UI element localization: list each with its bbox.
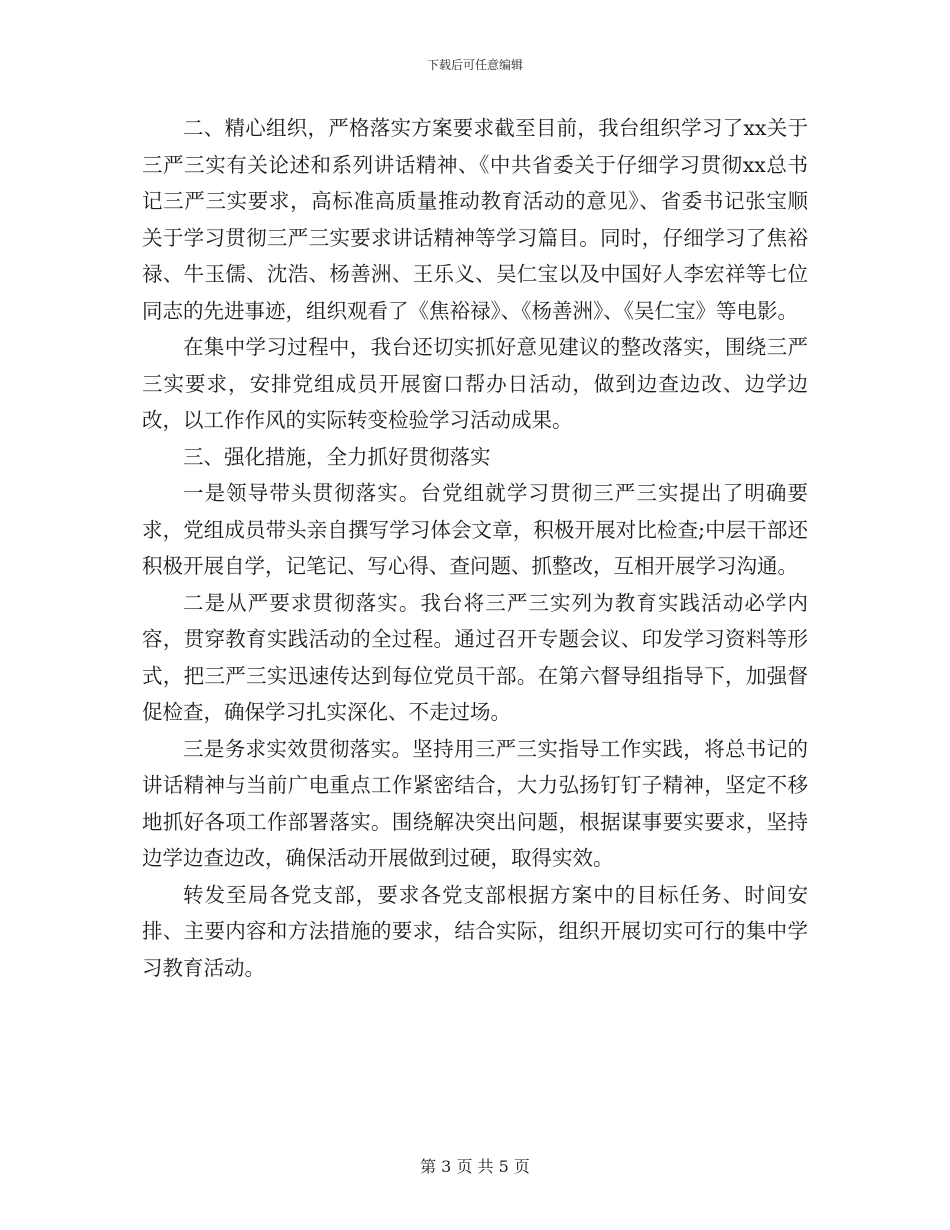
paragraph: 二、精心组织，严格落实方案要求截至目前，我台组织学习了xx关于三严三实有关论述和系列讲话精神、《中共省委关于仔细学习贯彻xx总书记三严三实要求，高标准高质量推动教育活动的意见》、省委书记张宝顺关于学习贯彻三严三实要求讲话精神等学习篇目。同时，仔细学习了焦裕禄、牛玉儒、沈浩、杨善洲、王乐义、吴仁宝以及中国好人李宏祥等七位同志的先进事迹，组织观看了《焦裕禄》、《杨善洲》、《吴仁宝》等电影。 [142,116,808,323]
page-number-footer: 第 3 页 共 5 页 [420,1157,530,1176]
page-header: 下载后可任意编辑 [426,58,523,72]
document-body [142,110,808,986]
paragraph: 转发至局各党支部，要求各党支部根据方案中的目标任务、时间安排、主要内容和方法措施的要求，结合实际，组织开展切实可行的集中学习教育活动。 [142,882,808,980]
paragraph: 在集中学习过程中，我台还切实抓好意见建议的整改落实，围绕三严三实要求，安排党组成员开展窗口帮办日活动，做到边查边改、边学边改，以工作作风的实际转变检验学习活动成果。 [142,335,808,432]
section-heading: 三、强化措施，全力抓好贯彻落实 [183,444,491,469]
paragraph: 一是领导带头贯彻落实。台党组就学习贯彻三严三实提出了明确要求，党组成员带头亲自撰写学习体会文章，积极开展对比检查;中层干部还积极开展自学，记笔记、写心得、查问题、抓整改，互相开展学习沟通。 [142,481,808,578]
paragraph: 三是务求实效贯彻落实。坚持用三严三实指导工作实践，将总书记的讲话精神与当前广电重点工作紧密结合，大力弘扬钉钉子精神，坚定不移地抓好各项工作部署落实。围绕解决突出问题，根据谋事要实要求，坚持边学边查边改，确保活动开展做到过硬，取得实效。 [142,736,808,870]
paragraph: 二是从严要求贯彻落实。我台将三严三实列为教育实践活动必学内容，贯穿教育实践活动的全过程。通过召开专题会议、印发学习资料等形式，把三严三实迅速传达到每位党员干部。在第六督导组指导下，加强督促检查，确保学习扎实深化、不走过场。 [142,590,808,724]
